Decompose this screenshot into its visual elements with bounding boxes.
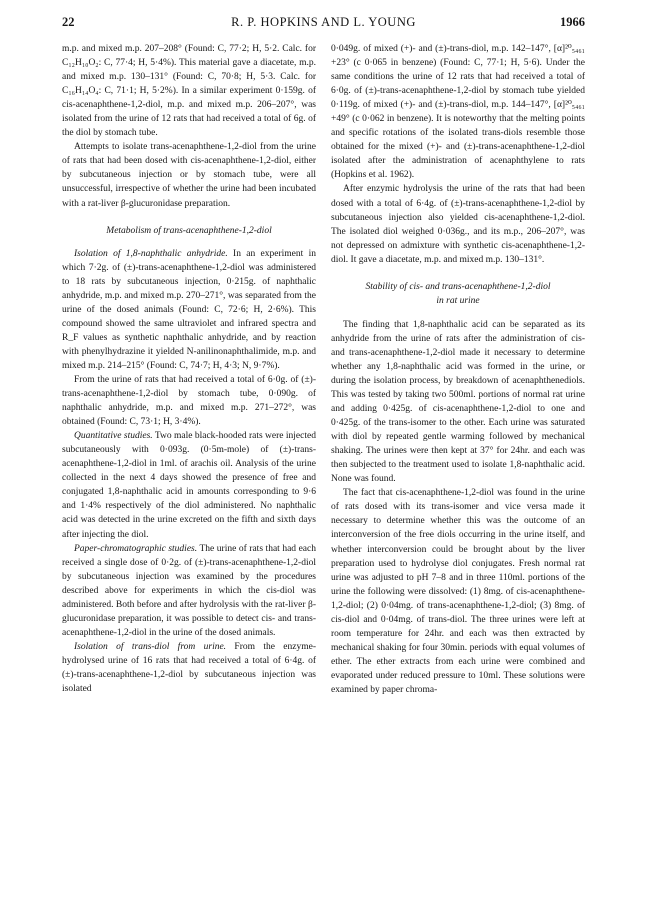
paragraph: Quantitative studies. Two male black-hooded rats were injected subcutaneously with 0·093g. (0·5m-mole) of (±)-trans-acenaphthene-1,2-diol in 1ml. of arachis oil. Analysis of the urine collected in the next 4 days showed the presence of free and conjugated 1,8-naphthalic acid in amounts corresponding to 9·6 and 1·4% respectively of the diol administered. No naphthalic acid was detected in the urine excreted on the fifth and sixth days after injecting the diol. [62,431,316,540]
paragraph: Isolation of 1,8-naphthalic anhydride. In an experiment in which 7·2g. of (±)-trans-acenaphthene-1,2-diol was administered to 18 rats by subcutaneous injection, 0·215g. of naphthalic anhydride, m.p. and mixed m.p. 270–271°, was separated from the urine of the dosed animals (Found: C, 72·6; H, 2·6%). This compound showed the same ultraviolet and infrared spectra and R_F values as synthetic naphthalic anhydride, and by reaction with phenylhydrazine it yielded N-anilinonaphthalimide, m.p. and mixed m.p. 214–215° (Found: C, 74·7; H, 4·3; N, 9·7%). [62,248,316,371]
paragraph: m.p. and mixed m.p. 207–208° (Found: C, 77·2; H, 5·2. Calc. for C₁₂H₁₀O₂: C, 77·4; H, 5·4%). This material gave a diacetate, m.p. and mixed m.p. 130–131° (Found: C, 70·8; H, 5·3. Calc. for C₁₆H₁₄O₄: C, 71·1; H, 5·2%). In a similar experiment 0·159g. of cis-acenaphthene-1,2-diol, m.p. and mixed m.p. 206–207°, was isolated from the urine of 12 rats that had received a total of 6g. of the diol by stomach tube. [62,44,316,139]
paragraph: Attempts to isolate trans-acenaphthene-1,2-diol from the urine of rats that had been dosed with cis-acenaphthene-1,2-diol, either by subcutaneous injection or by stomach tube, were all unsuccessful, irrespective of whether the urine had been incubated with a rat-liver β-glucuronidase preparation. [62,142,316,209]
section-heading: Metabolism of trans-acenaphthene-1,2-diol [106,225,272,236]
paragraph: After enzymic hydrolysis the urine of the rats that had been dosed with a total of 6·4g. of (±)-trans-acenaphthene-1,2-diol by subcutaneous injection also yielded cis-acenaphthene-1,2-diol. The isolated diol weighed 0·036g., and its m.p., 206–207°, was not depressed on admixture with synthetic cis-acenaphthene-1,2-diol. It gave a diacetate, m.p. and mixed m.p. 130–131°. [331,184,585,265]
paragraph: From the urine of rats that had received a total of 6·0g. of (±)-trans-acenaphthene-1,2-diol by stomach tube, 0·090g. of naphthalic anhydride, m.p. and mixed m.p. 271–272°, was obtained (Found: C, 73·1; H, 3·4%). [62,374,316,428]
paragraph: Paper-chromatographic studies. The urine of rats that had each received a single dose of 0·2g. of (±)-trans-acenaphthene-1,2-diol by subcutaneous injection was examined by the procedures described above for experiments in which the cis-diol was administered. Both before and after hydrolysis with the rat-liver β-glucuronidase preparation, it was possible to detect cis- and trans-acenaphthene-1,2-diol in the urine of the dosed animals. [62,543,316,638]
page-number: 22 [62,15,75,29]
right-column [331,42,585,697]
paragraph: The finding that 1,8-naphthalic acid can be separated as its anhydride from the urine of rats after the administration of cis- and trans-acenaphthene-1,2-diol made it necessary to determine whether any 1,8-naphthalic acid was formed in the urine, or during the isolation process, by breakdown of acenaphthenediols. This was tested by taking two 500ml. portions of normal rat urine and adding 0·425g. of cis-acenaphthene-1,2-diol to one and 0·425g. of the trans-isomer to the other. Each urine was saturated with diol by repeated gentle warming followed by mechanical shaking. The urines were then kept at 37° for 24hr. and each was then subjected to the treatment used to isolate 1,8-naphthalic acid. None was found. [331,319,585,485]
running-title: R. P. HOPKINS AND L. YOUNG [231,15,416,29]
section-heading: Stability of cis- and trans-acenaphthene-1,2-diol in rat urine [365,281,551,306]
running-header [62,15,585,33]
journal-year: 1966 [560,15,585,29]
paragraph: Isolation of trans-diol from urine. From the enzyme-hydrolysed urine of 16 rats that had received a total of 6·4g. of (±)-trans-acenaphthene-1,2-diol by subcutaneous injection was isolated [62,641,317,695]
paragraph-lead: Paper-chromatographic studies. [74,543,198,554]
paragraph-lead: Quantitative studies. [74,431,153,442]
paragraph: The fact that cis-acenaphthene-1,2-diol was found in the urine of rats dosed with its trans-isomer and vice versa made it necessary to determine whether this was the outcome of an interconversion of the free diols occurring in the urine itself, and whether interconversion could be brought about by the liver preparation used to hydrolyse diol conjugates. Fresh normal rat urine was adjusted to pH 7–8 and in three 110ml. portions of the urine the following were dissolved: (1) 8mg. of cis-acenaphthene-1,2-diol; (2) 0·04mg. of trans-acenaphthene-1,2-diol; (3) 8mg. of cis-diol and 0·04mg. of trans-diol. The three urines were left at room temperature for 24hr. and each was then extracted by mechanical shaking for four 30min. periods with equal volumes of ether. The ether extracts from each urine were combined and evaporated under reduced pressure to 10ml. These solutions were examined by paper chroma- [331,488,585,695]
paragraph-lead: Isolation of 1,8-naphthalic anhydride. [74,248,228,259]
left-column [62,42,316,696]
paragraph-lead: Isolation of trans-diol from urine. [74,641,227,652]
paragraph: 0·049g. of mixed (+)- and (±)-trans-diol, m.p. 142–147°, [α]²⁰₅₄₆₁ +23° (c 0·065 in benzene) (Found: C, 77·1; H, 5·6). Under the same conditions the urine of 12 rats that had received a total of 6·0g. of (±)-trans-acenaphthene-1,2-diol by stomach tube yielded 0·119g. of mixed (+)- and (±)-trans-diol, m.p. 144–147°, [α]²⁰₅₄₆₁ +49° (c 0·062 in benzene). It is noteworthy that the melting points and specific rotations of the isolated trans-diols resemble those obtained for the mixed (+)- and (±)-trans-acenaphthene-1,2-diol isolated after the administration of acenaphthylene to rats (Hopkins et al. 1962). [331,44,585,181]
